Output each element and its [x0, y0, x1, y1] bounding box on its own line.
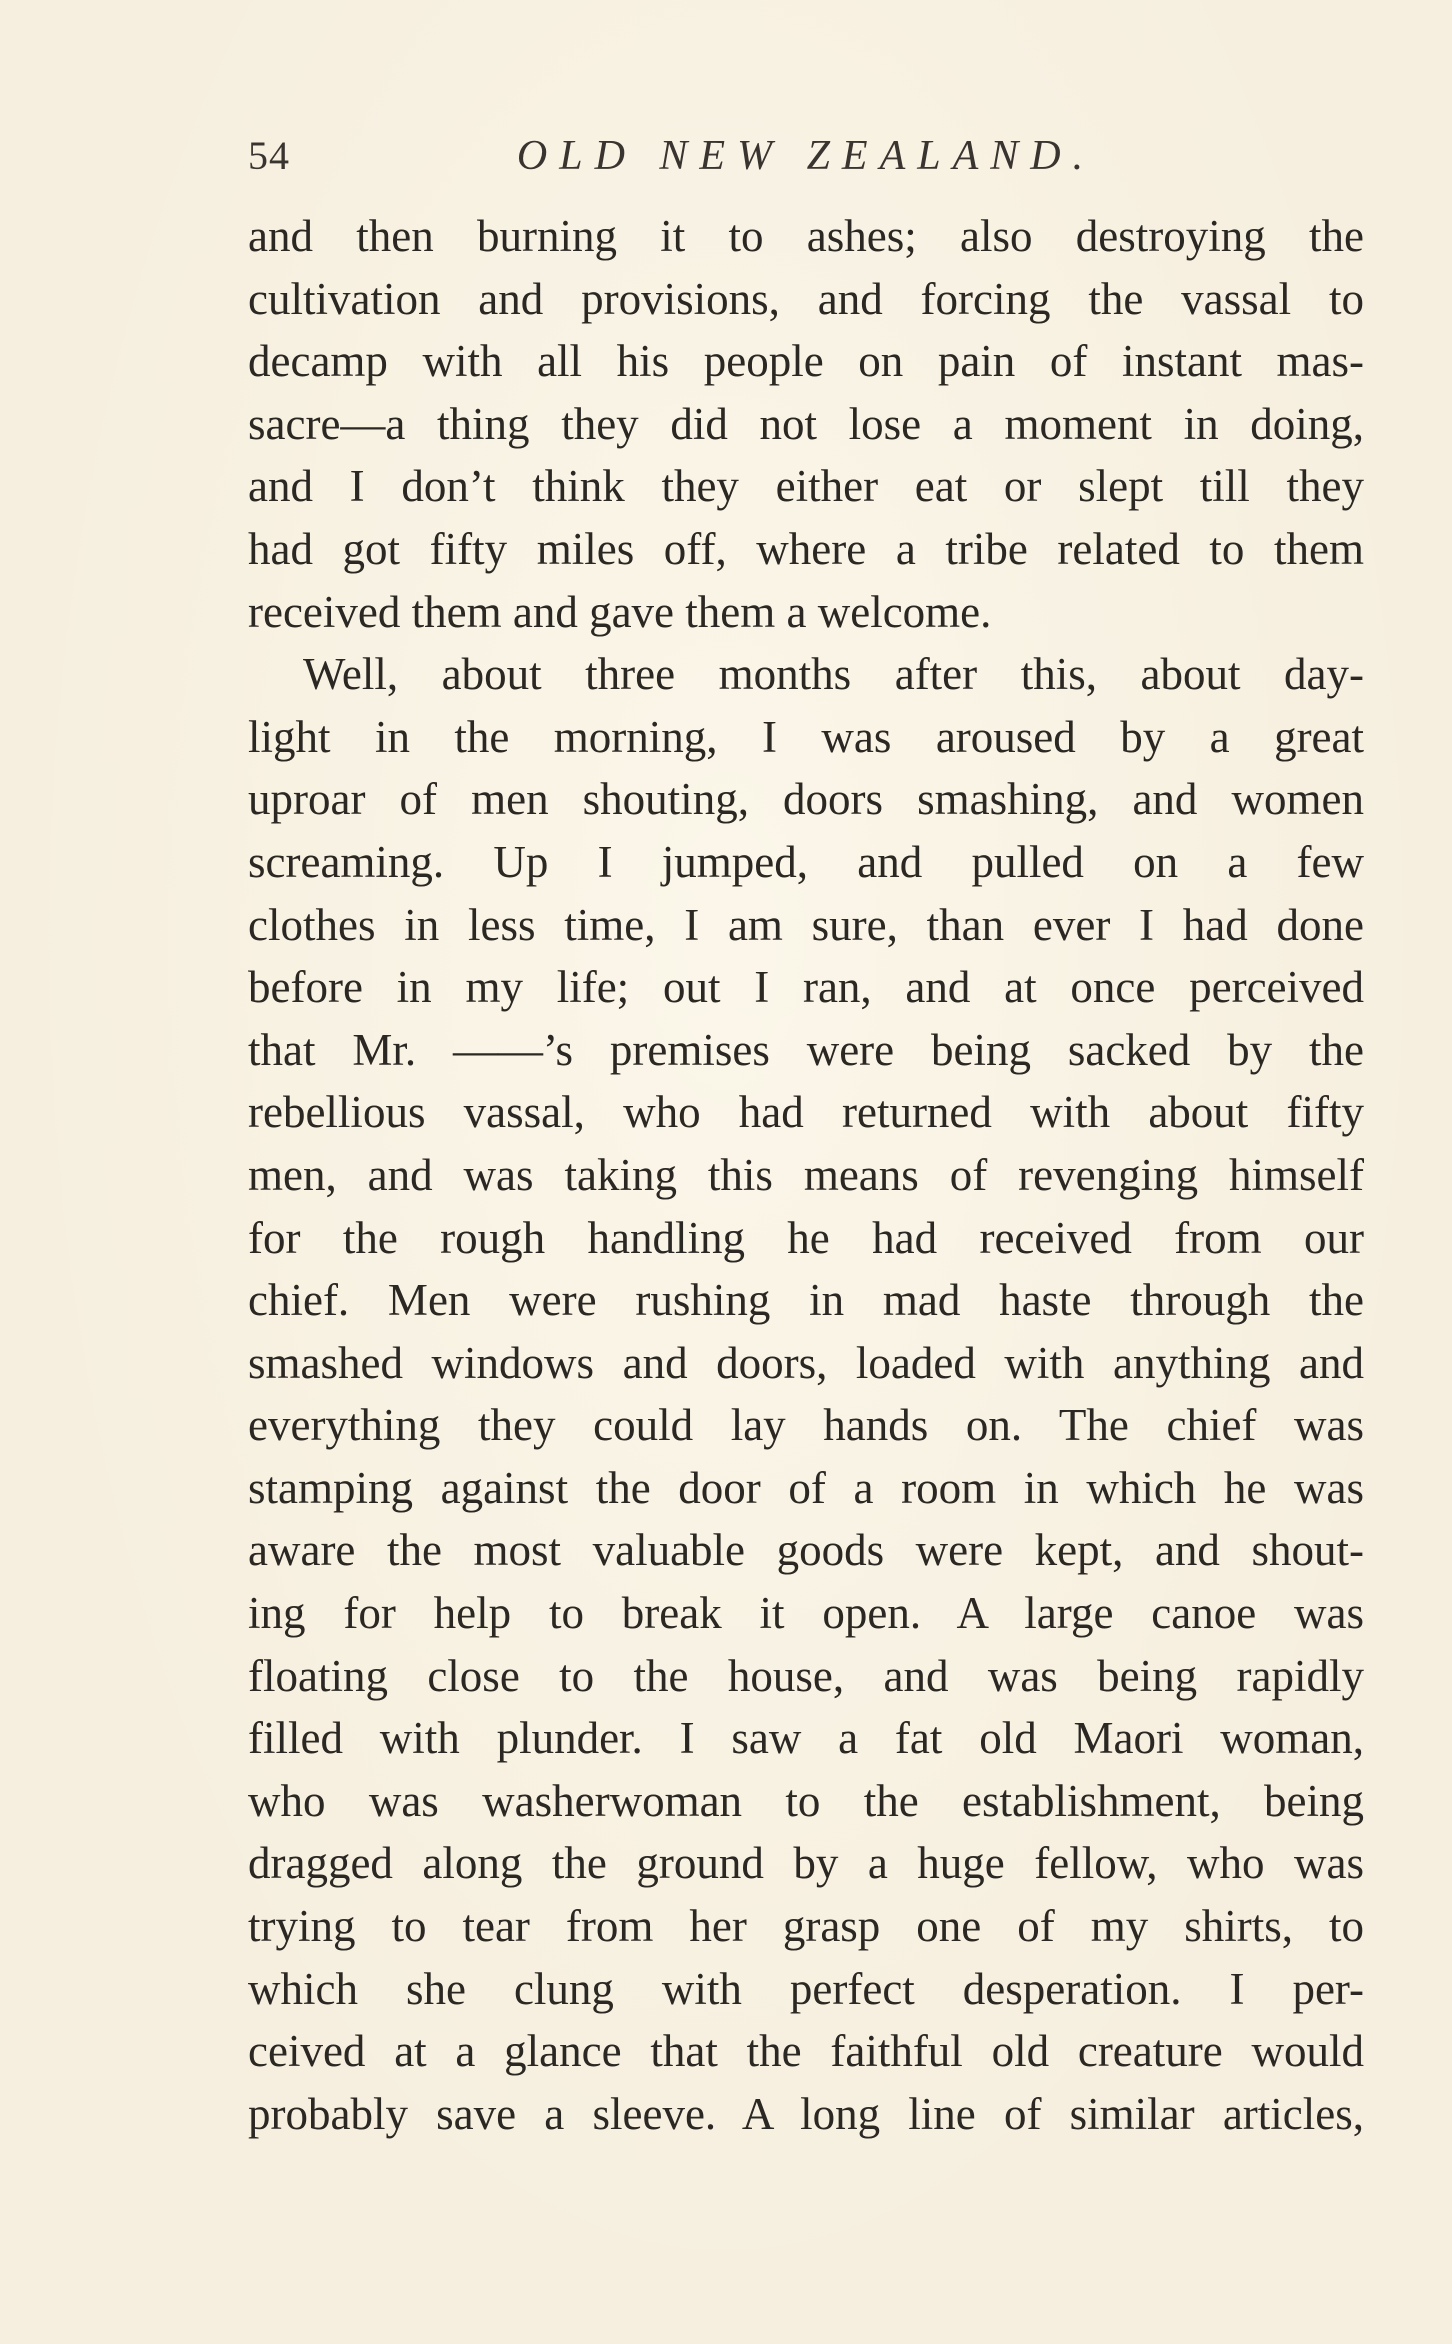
text-line: smashed windows and doors, loaded with anything and: [248, 1337, 1364, 1388]
text-line: dragged along the ground by a huge fellow, who was: [248, 1838, 1364, 1889]
text-line: sacre—a thing they did not lose a moment in doing,: [248, 398, 1364, 449]
text-line: cultivation and provisions, and forcing the vassal to: [248, 273, 1364, 324]
text-line: clothes in less time, I am sure, than ever I had done: [248, 899, 1364, 950]
text-line: that Mr. ——’s premises were being sacked by the: [248, 1024, 1364, 1075]
text-line: floating close to the house, and was being rapidly: [248, 1650, 1364, 1701]
text-line: probably save a sleeve. A long line of similar articles,: [248, 2088, 1364, 2139]
text-line: stamping against the door of a room in which he was: [248, 1462, 1364, 1513]
text-line: received them and gave them a welcome.: [248, 586, 992, 637]
text-line: had got fifty miles off, where a tribe related to them: [248, 523, 1364, 574]
text-line: before in my life; out I ran, and at once perceived: [248, 962, 1364, 1013]
paragraph-start-line: Well, about three months after this, about day-: [303, 649, 1364, 700]
text-line: which she clung with perfect desperation. I per-: [248, 1963, 1364, 2014]
text-line: screaming. Up I jumped, and pulled on a few: [248, 836, 1364, 887]
text-line: chief. Men were rushing in mad haste through the: [248, 1275, 1364, 1326]
running-title: OLD NEW ZEALAND.: [516, 133, 1096, 179]
text-line: uproar of men shouting, doors smashing, and women: [248, 774, 1364, 825]
text-line: filled with plunder. I saw a fat old Maori woman,: [248, 1713, 1364, 1764]
text-line: decamp with all his people on pain of instant mas-: [248, 336, 1364, 387]
text-line: who was washerwoman to the establishment, being: [248, 1775, 1364, 1826]
text-line: everything they could lay hands on. The chief was: [248, 1400, 1364, 1451]
text-line: for the rough handling he had received from our: [248, 1212, 1364, 1263]
text-line: and then burning it to ashes; also destroying the: [248, 211, 1364, 261]
text-line: light in the morning, I was aroused by a great: [248, 711, 1364, 762]
page-number: 54: [248, 133, 290, 178]
text-line: aware the most valuable goods were kept, and shout-: [248, 1525, 1364, 1576]
body-text: [248, 205, 1364, 2145]
text-line: ing for help to break it open. A large canoe was: [248, 1588, 1364, 1639]
text-line: rebellious vassal, who had returned with about fifty: [248, 1087, 1364, 1138]
text-line: trying to tear from her grasp one of my shirts, to: [248, 1901, 1364, 1952]
page-header: [248, 132, 1364, 192]
text-line: men, and was taking this means of revenging himself: [248, 1149, 1364, 1200]
text-line: ceived at a glance that the faithful old creature would: [248, 2026, 1364, 2077]
text-line: and I don’t think they either eat or slept till they: [248, 461, 1364, 512]
